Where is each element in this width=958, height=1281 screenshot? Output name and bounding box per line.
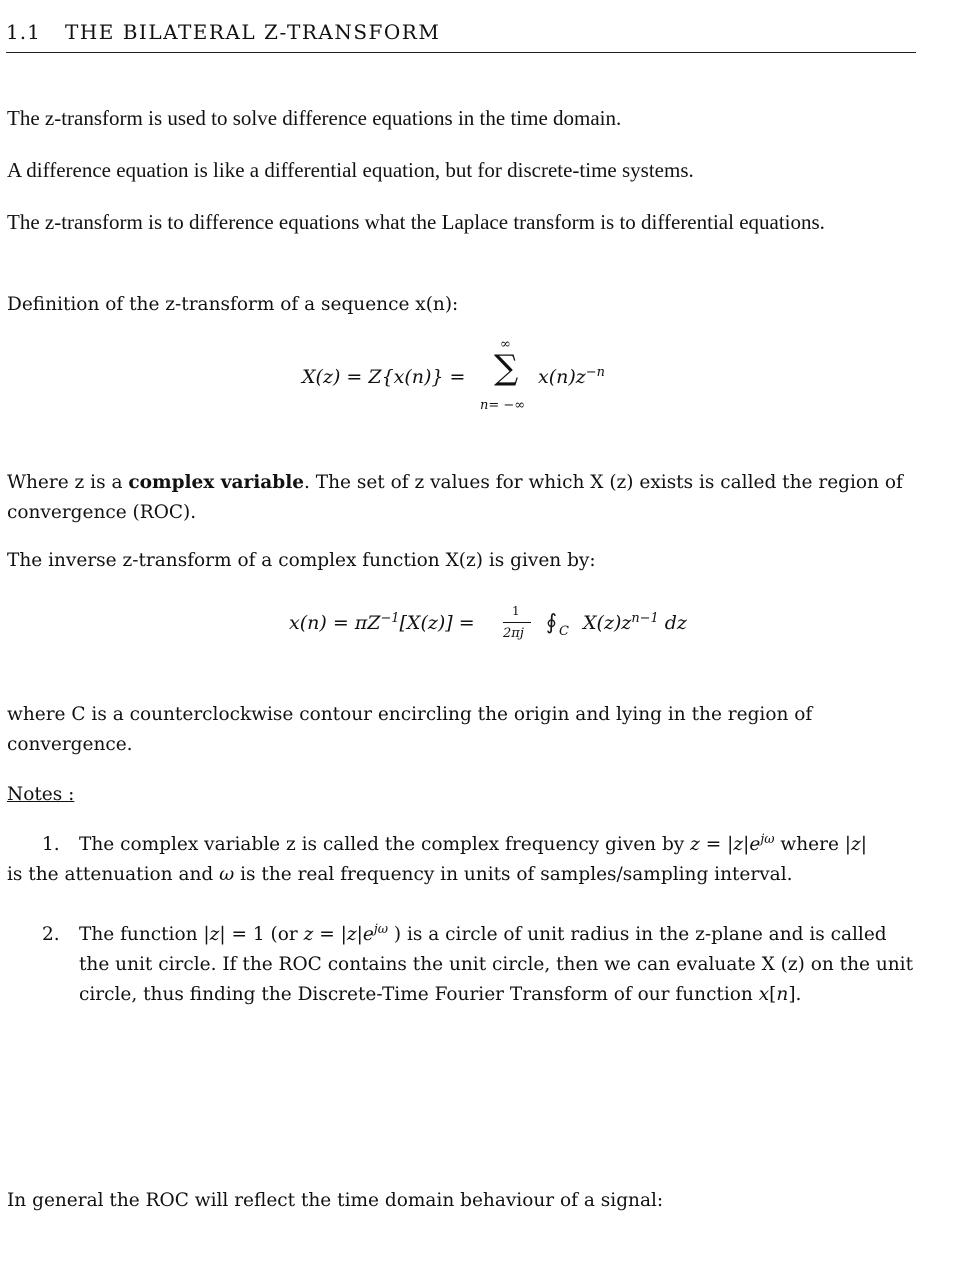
bold-term: complex variable — [128, 472, 305, 493]
sum-upper-limit: ∞ — [500, 337, 511, 352]
note-text-line2: the unit circle. If the ROC contains the unit circle, then we can evaluate X (z) on the unit — [79, 954, 914, 975]
fraction-denominator: 2πj — [503, 626, 524, 641]
fraction-bar — [503, 622, 531, 623]
note-number: 1. — [42, 834, 60, 855]
note-text-continued: is the attenuation and ω is the real frequency in units of samples/sampling interval. — [7, 864, 793, 885]
summation-symbol: ∑ — [494, 348, 519, 388]
equation2-lhs: $x(n) = \pi Z^{-1}[X(z)]$ = — [289, 610, 475, 634]
paragraph-intro: The z-transform is used to solve difference equations in the time domain. — [7, 106, 622, 130]
note-text: The function |z| = 1 (or $z = |z|e^{j\omega}$ ) is a circle of unit radius in the z-plane and is called — [79, 921, 887, 945]
paragraph-laplace-analogy: The z-transform is to difference equations what the Laplace transform is to differential equations. — [7, 210, 825, 234]
paragraph-contour: where C is a counterclockwise contour encircling the origin and lying in the region of convergence. — [7, 704, 813, 755]
paragraph-roc-behaviour: In general the ROC will reflect the time domain behaviour of a signal: — [7, 1190, 664, 1211]
note-text: The complex variable z is called the complex frequency given by $z = |z|e^{j\omega}$ where |z| — [79, 831, 867, 855]
paragraph-complex-variable: Where z is a complex variable. The set of z values for which X (z) exists is called the region of convergence (ROC). — [7, 472, 903, 523]
fraction-numerator: 1 — [512, 604, 520, 618]
note-text-line3: circle, thus finding the Discrete-Time Fourier Transform of our function x[n]. — [79, 984, 802, 1005]
section-title: THE BILATERAL Z-TRANSFORM — [65, 20, 441, 44]
equation1-lhs: X(z) = Z{x(n)} = — [302, 366, 466, 388]
equation2-term: $X(z)z^{n-1}$ dz — [583, 610, 687, 634]
paragraph-definition: Definition of the z-transform of a sequence x(n): — [7, 294, 459, 315]
section-header — [6, 18, 916, 53]
paragraph-inverse: The inverse z-transform of a complex function X(z) is given by: — [7, 550, 596, 571]
contour-integral-symbol: ∮ — [546, 610, 557, 634]
section-number: 1.1 — [6, 20, 41, 44]
equation1-term: $x(n)z^{-n}$ — [538, 364, 605, 388]
contour-subscript: C — [559, 624, 569, 639]
notes-heading: Notes : — [7, 784, 75, 805]
sum-lower-limit: n= −∞ — [480, 398, 526, 413]
note-number: 2. — [42, 924, 60, 945]
paragraph-difference-equation: A difference equation is like a differential equation, but for discrete-time systems. — [7, 158, 694, 182]
